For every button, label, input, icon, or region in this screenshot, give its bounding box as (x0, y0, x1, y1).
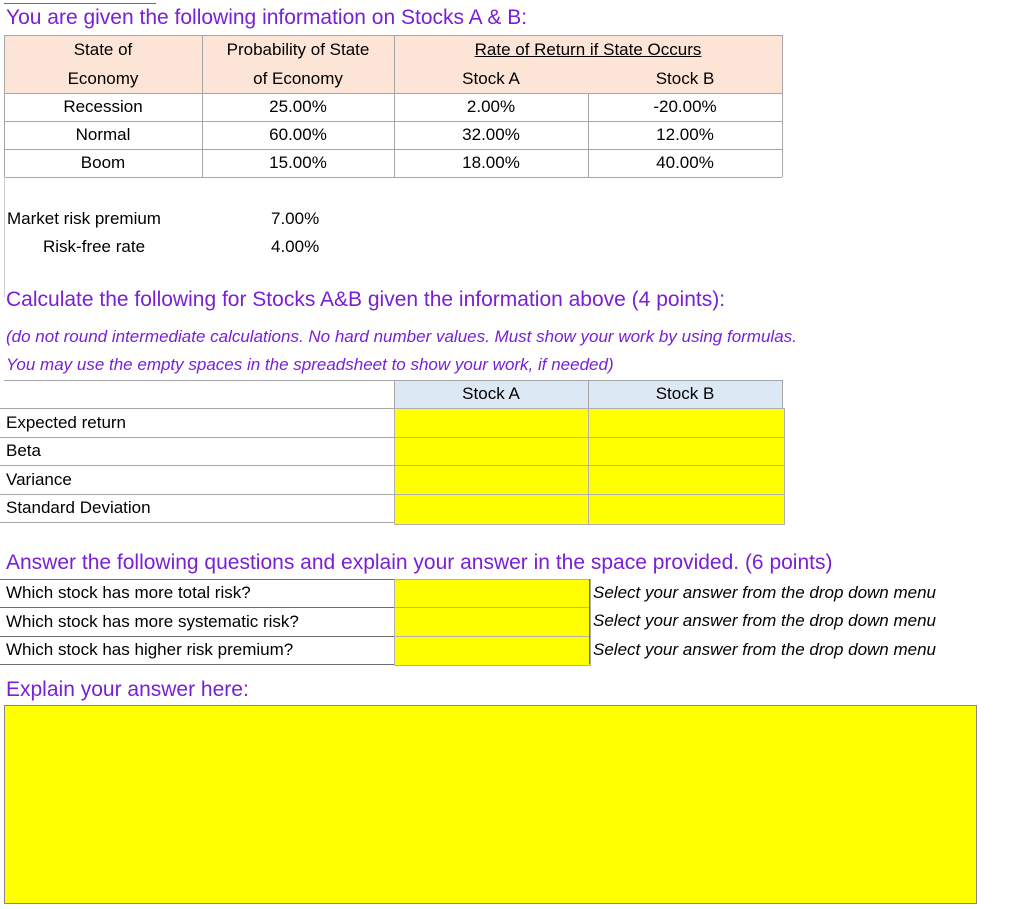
grid-line (4, 177, 782, 178)
grid-line (4, 93, 782, 94)
row-state-normal: Normal (75, 125, 131, 144)
grid-line (782, 35, 783, 177)
row-a-recession: 2.00% (466, 97, 516, 116)
grid-line (0, 408, 394, 409)
calc-heading: Calculate the following for Stocks A&B given the information above (4 points): (6, 288, 726, 311)
grid-line (394, 35, 395, 177)
grid-line (4, 35, 5, 177)
hint-systematic-risk: Select your answer from the drop down menu (593, 611, 937, 630)
row-b-recession: -20.00% (653, 97, 717, 116)
calc-note-2: You may use the empty spaces in the spreadsheet to show your work, if needed) (6, 355, 614, 374)
total-risk-dropdown[interactable] (394, 579, 591, 610)
row-a-normal: 32.00% (462, 125, 520, 144)
grid-line (588, 93, 589, 177)
grid-line (4, 149, 782, 150)
header-prob-line2: of Economy (253, 68, 343, 88)
grid-line (0, 636, 394, 637)
grid-line (4, 380, 782, 381)
mrp-label: Market risk premium (7, 209, 161, 228)
header-state-line2: Economy (67, 68, 139, 88)
row-prob-recession: 25.00% (269, 97, 327, 116)
hint-total-risk: Select your answer from the drop down menu (593, 583, 937, 602)
row-a-boom: 18.00% (462, 153, 520, 172)
grid-line (782, 380, 783, 408)
grid-line (0, 437, 394, 438)
grid-line (0, 607, 394, 608)
calc-header-stock-b: Stock B (655, 384, 715, 403)
std-dev-b-input[interactable] (588, 494, 785, 525)
beta-b-input[interactable] (588, 437, 785, 468)
mrp-value: 7.00% (271, 209, 320, 228)
grid-line (589, 579, 590, 664)
grid-line (0, 465, 394, 466)
std-dev-a-input[interactable] (394, 494, 591, 525)
header-stock-b: Stock B (655, 68, 715, 88)
question-systematic-risk: Which stock has more systematic risk? (6, 611, 299, 631)
risk-premium-dropdown[interactable] (394, 636, 591, 666)
header-rate-of-return: Rate of Return if State Occurs (474, 39, 702, 59)
row-state-boom: Boom (80, 153, 126, 172)
calc-note-1: (do not round intermediate calculations. No hard number values. Must show your work by using formulas. (6, 327, 797, 346)
beta-a-input[interactable] (394, 437, 591, 468)
row-b-boom: 40.00% (656, 153, 714, 172)
grid-line (0, 494, 394, 495)
header-state-line1: State of (73, 39, 133, 59)
variance-a-input[interactable] (394, 465, 591, 497)
page-title: You are given the following information on Stocks A & B: (6, 6, 528, 29)
calc-header-stock-a: Stock A (462, 384, 520, 403)
question-total-risk: Which stock has more total risk? (6, 583, 251, 602)
question-risk-premium: Which stock has higher risk premium? (6, 640, 294, 659)
calc-row-std-dev: Standard Deviation (6, 498, 151, 517)
variance-b-input[interactable] (588, 465, 785, 497)
calc-row-beta: Beta (6, 441, 41, 460)
expected-return-b-input[interactable] (588, 408, 785, 440)
header-prob-line1: Probability of State (226, 39, 370, 59)
grid-line (0, 522, 394, 523)
grid-line (0, 664, 394, 665)
edge-line (4, 177, 5, 297)
grid-line (4, 35, 782, 36)
expected-return-a-input[interactable] (394, 408, 591, 440)
hint-risk-premium: Select your answer from the drop down menu (593, 640, 937, 659)
row-prob-boom: 15.00% (269, 153, 327, 172)
top-border-fragment (4, 3, 156, 4)
header-stock-a: Stock A (462, 68, 520, 88)
grid-line (4, 121, 782, 122)
grid-line (202, 35, 203, 177)
calc-row-variance: Variance (6, 469, 72, 489)
questions-heading: Answer the following questions and explain your answer in the space provided. (6 points) (6, 551, 833, 574)
grid-line (588, 380, 589, 408)
calc-row-expected-return: Expected return (6, 412, 127, 432)
row-b-normal: 12.00% (656, 125, 714, 144)
rf-label: Risk-free rate (43, 237, 146, 256)
row-state-recession: Recession (63, 97, 143, 116)
explanation-textarea[interactable] (4, 705, 977, 904)
rf-value: 4.00% (271, 237, 320, 256)
explain-label: Explain your answer here: (6, 678, 249, 701)
row-prob-normal: 60.00% (269, 125, 327, 144)
grid-line (0, 579, 394, 580)
systematic-risk-dropdown[interactable] (394, 607, 591, 639)
grid-line (394, 380, 395, 408)
